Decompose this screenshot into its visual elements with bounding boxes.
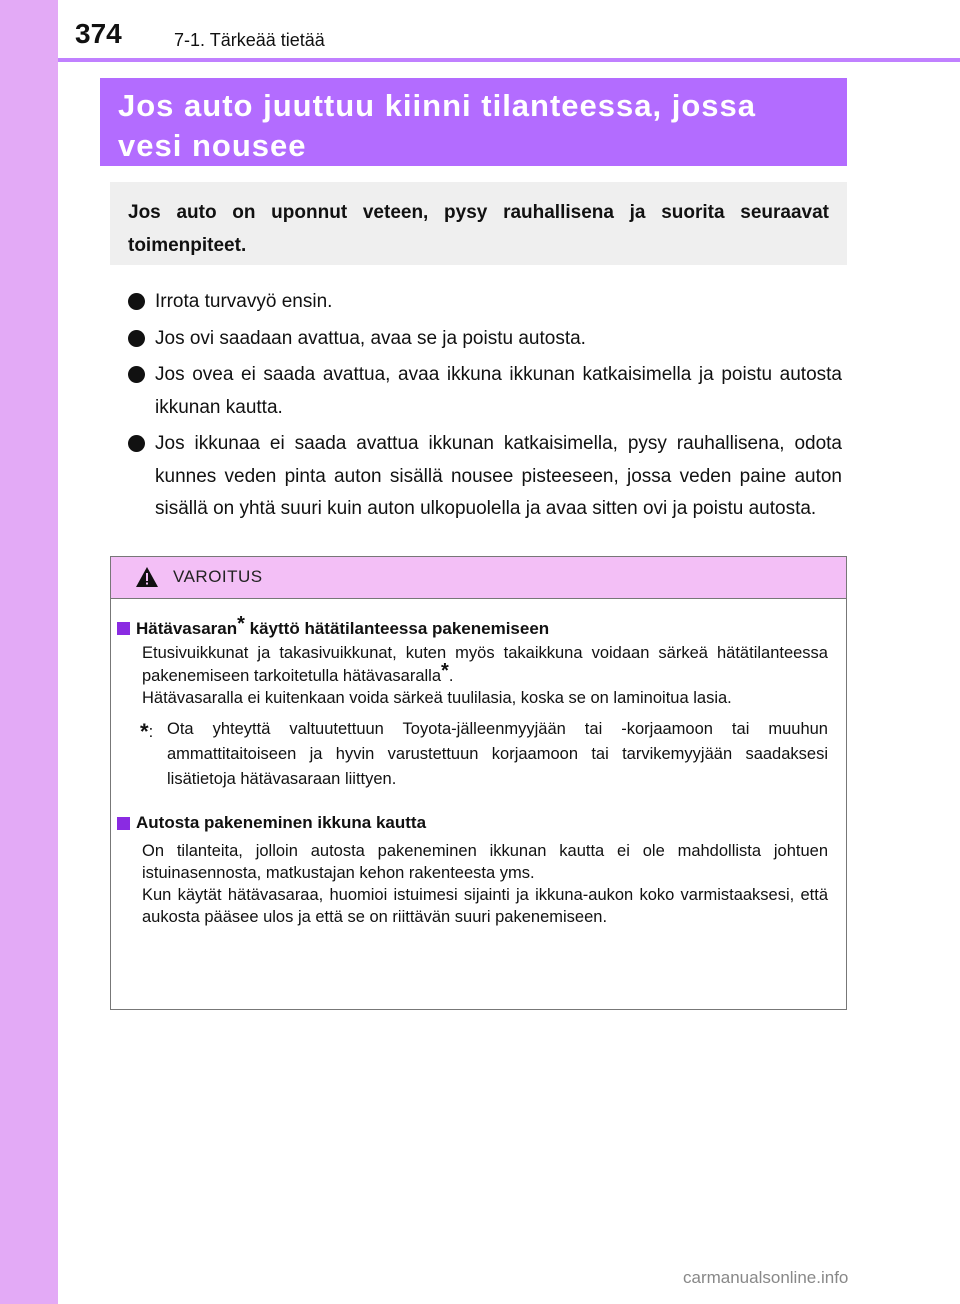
warning-section (117, 613, 828, 792)
title-banner (100, 78, 847, 166)
bullet-list (128, 286, 842, 530)
page-number: 374 (75, 18, 122, 49)
section-heading: Autosta pakeneminen ikkuna kautta (117, 812, 828, 834)
bullet-text: Jos ovea ei saada avattua, avaa ikkuna ikkunan katkaisimella ja poistu autosta ikkunan kautta. (155, 364, 842, 418)
bullet-icon (128, 435, 145, 452)
watermark: carmanualsonline.info (683, 1268, 849, 1287)
section-square-icon (117, 817, 130, 830)
list-item (128, 286, 842, 319)
footnote-mark: *: (140, 719, 154, 744)
intro-text: Jos auto on uponnut veteen, pysy rauhallisena ja suorita seuraavat toimenpiteet. (128, 202, 829, 256)
warning-section (117, 812, 828, 928)
section-paragraph: On tilanteita, jolloin autosta pakeneminen ikkunan kautta ei ole mahdollista johtuen istuinasennosta, matkustajan kehon rakenteesta yms. (142, 842, 828, 882)
bullet-text: Jos ikkunaa ei saada avattua ikkunan katkaisimella, pysy rauhallisena, odota kunnes veden pinta auton sisällä nousee pisteeseen, jossa veden paine auton sisällä on yhtä suuri kuin auton ulkopuolella ja avaa sitten ovi ja poistu autosta. (155, 433, 842, 519)
bullet-icon (128, 293, 145, 310)
bullet-text: Jos ovi saadaan avattua, avaa se ja poistu autosta. (155, 327, 586, 349)
running-head: 7-1. Tärkeää tietää (174, 30, 325, 50)
warning-body (111, 613, 846, 928)
bullet-text: Irrota turvavyö ensin. (155, 291, 333, 312)
section-heading: Hätävasaran* käyttö hätätilanteessa pakenemiseen (117, 617, 828, 640)
warning-box (110, 556, 847, 1010)
intro-box (110, 182, 847, 265)
page-title: Jos auto juuttuu kiinni tilanteessa, jossa vesi nousee (118, 88, 757, 163)
section-square-icon (117, 622, 130, 635)
warning-triangle-icon (135, 566, 159, 588)
footnote: *: Ota yhteyttä valtuutettuun Toyota-jälleenmyyjään tai -korjaamoon tai muuhun ammattitaitoiseen ja hyvin varustettuun korjaamoon tai tarvikemyyjään saadaksesi lisätietoja hätävasaraan liittyen. (140, 719, 828, 788)
section-paragraph: Hätävasaralla ei kuitenkaan voida särkeä tuulilasia, koska se on laminoitua lasia. (142, 689, 732, 707)
warning-header (111, 557, 846, 599)
side-tab-strip (0, 0, 58, 1304)
header-rule (58, 58, 960, 62)
list-item (128, 359, 842, 424)
list-item (128, 323, 842, 356)
bullet-icon (128, 366, 145, 383)
list-item (128, 428, 842, 526)
section-paragraph: Kun käytät hätävasaraa, huomioi istuimesi sijainti ja ikkuna-aukon koko varmistaaksesi, että aukosta pääsee ulos ja että se on riittävän suuri pakenemiseen. (142, 886, 828, 926)
warning-label: VAROITUS (173, 567, 263, 586)
section-paragraph: Etusivuikkunat ja takasivuikkunat, kuten myös takaikkuna voidaan särkeä hätätilanteessa pakenemiseen tarkoitetulla hätävasaralla*. (142, 644, 828, 685)
bullet-icon (128, 330, 145, 347)
